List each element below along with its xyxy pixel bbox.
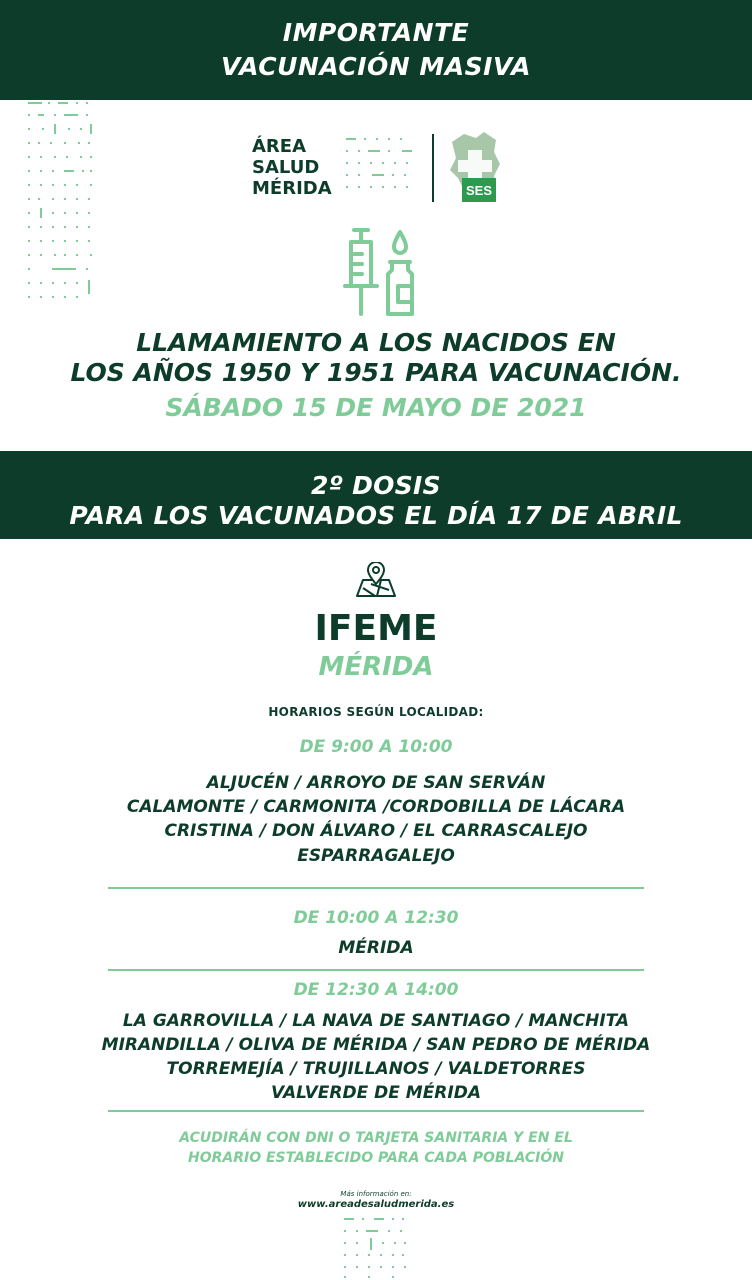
logo-line-3: MÉRIDA (252, 178, 332, 199)
header-line-1: IMPORTANTE (282, 18, 470, 47)
decorative-dots-bottom (344, 1216, 408, 1280)
ses-badge-text: SES (465, 183, 493, 198)
schedule-label: HORARIOS SEGÚN LOCALIDAD: (268, 705, 484, 719)
syringe-vial-icon (340, 226, 420, 318)
venue-city: MÉRIDA (318, 652, 434, 682)
notice-line-1: ACUDIRÁN CON DNI O TARJETA SANITARIA Y EN EL (179, 1130, 573, 1146)
slot-2-line-1: MÉRIDA (338, 938, 414, 958)
dose-banner (0, 451, 752, 539)
more-info-label: Más información en: (340, 1190, 412, 1198)
logo-line-1: ÁREA (252, 136, 307, 157)
dose-line-1: 2º DOSIS (311, 471, 441, 500)
notice-line-2: HORARIO ESTABLECIDO PARA CADA POBLACIÓN (188, 1150, 564, 1166)
slot-3-time: DE 12:30 A 14:00 (293, 980, 459, 1000)
slot-3-line-2: MIRANDILLA / OLIVA DE MÉRIDA / SAN PEDRO DE MÉRIDA (101, 1035, 651, 1055)
announcement-date: SÁBADO 15 DE MAYO DE 2021 (165, 393, 587, 422)
header-banner (0, 0, 752, 100)
divider (108, 887, 644, 889)
slot-1-line-1: ALJUCÉN / ARROYO DE SAN SERVÁN (206, 773, 546, 793)
divider (108, 1110, 644, 1112)
slot-1-line-4: ESPARRAGALEJO (297, 846, 455, 866)
slot-1-line-3: CRISTINA / DON ÁLVARO / EL CARRASCALEJO (164, 821, 588, 841)
logo-line-2: SALUD (252, 157, 320, 178)
slot-1-time: DE 9:00 A 10:00 (299, 737, 453, 757)
logo-dots (346, 136, 414, 200)
ses-logo-icon (448, 130, 502, 206)
venue-name: IFEME (314, 608, 438, 649)
divider (108, 969, 644, 971)
decorative-dots-left (28, 100, 94, 310)
slot-2-time: DE 10:00 A 12:30 (293, 908, 459, 928)
dose-line-2: PARA LOS VACUNADOS EL DÍA 17 DE ABRIL (69, 501, 683, 530)
announcement-line-2: LOS AÑOS 1950 Y 1951 PARA VACUNACIÓN. (70, 358, 682, 387)
slot-1-line-2: CALAMONTE / CARMONITA /CORDOBILLA DE LÁCARA (126, 797, 626, 817)
slot-3-line-1: LA GARROVILLA / LA NAVA DE SANTIAGO / MANCHITA (122, 1011, 630, 1031)
header-line-2: VACUNACIÓN MASIVA (221, 52, 531, 81)
map-pin-icon (355, 562, 397, 598)
logo-separator (432, 134, 434, 202)
announcement-line-1: LLAMAMIENTO A LOS NACIDOS EN (136, 328, 616, 357)
slot-3-line-3: TORREMEJÍA / TRUJILLANOS / VALDETORRES (166, 1059, 586, 1079)
slot-3-line-4: VALVERDE DE MÉRIDA (270, 1083, 481, 1103)
website-link[interactable]: www.areadesaludmerida.es (297, 1199, 455, 1210)
area-salud-logo (252, 136, 332, 199)
